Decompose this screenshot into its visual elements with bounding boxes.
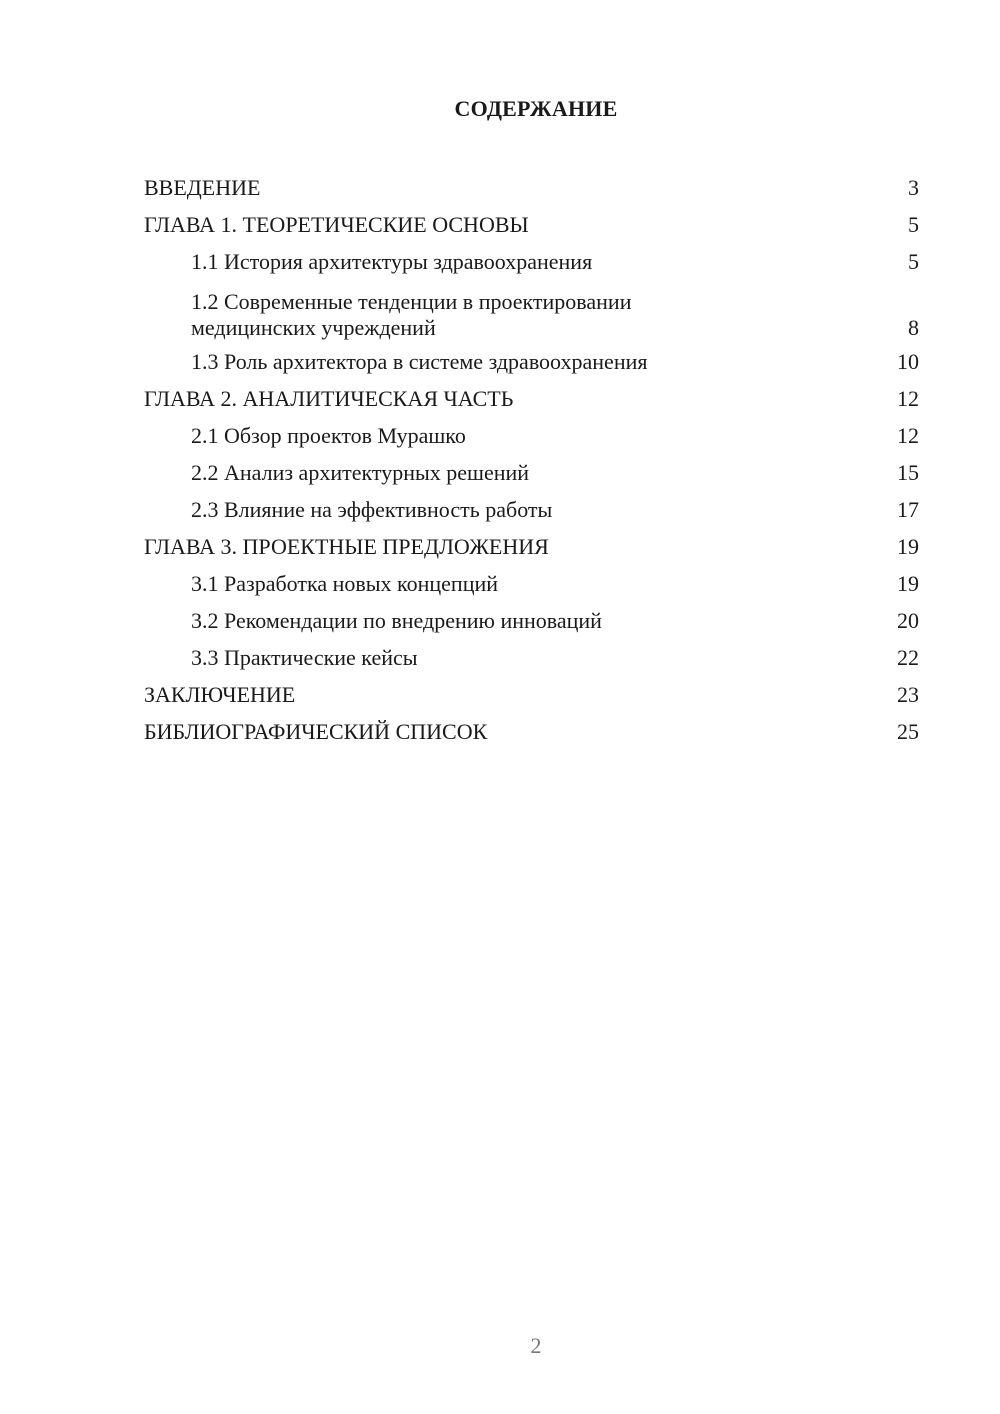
toc-entry-page: 5 — [908, 249, 919, 274]
toc-entry-page: 3 — [908, 175, 919, 200]
toc-entry-label: 1.1 История архитектуры здравоохранения — [191, 249, 593, 274]
toc-entry-chapter-1[interactable] — [144, 206, 919, 243]
toc-entry-page: 20 — [897, 608, 919, 633]
toc-entry-page: 19 — [897, 534, 919, 559]
toc-entry-introduction[interactable] — [144, 169, 919, 206]
toc-entry-label: ГЛАВА 3. ПРОЕКТНЫЕ ПРЕДЛОЖЕНИЯ — [144, 534, 549, 559]
toc-entry-label: 3.3 Практические кейсы — [191, 645, 418, 670]
toc-entry-label: ГЛАВА 1. ТЕОРЕТИЧЕСКИЕ ОСНОВЫ — [144, 212, 529, 237]
toc-entry-label: ЗАКЛЮЧЕНИЕ — [144, 682, 296, 707]
toc-entry-label: 1.2 Современные тенденции в проектировании медицинских учреждений — [191, 289, 632, 340]
toc-entry-section-2-3[interactable] — [144, 491, 919, 528]
toc-entry-page: 19 — [897, 571, 919, 596]
toc-entry-section-2-1[interactable] — [144, 417, 919, 454]
toc-entry-page: 15 — [897, 460, 919, 485]
toc-entry-label: БИБЛИОГРАФИЧЕСКИЙ СПИСОК — [144, 719, 488, 744]
toc-entry-label: ВВЕДЕНИЕ — [144, 175, 261, 200]
toc-entry-page: 12 — [897, 423, 919, 448]
toc-entry-section-1-1[interactable] — [144, 243, 919, 280]
toc-entry-section-3-1[interactable] — [144, 565, 919, 602]
toc-entry-page: 17 — [897, 497, 919, 522]
toc-entry-conclusion[interactable] — [144, 676, 919, 713]
toc-entry-label: 2.2 Анализ архитектурных решений — [191, 460, 530, 485]
toc-entry-page: 22 — [897, 645, 919, 670]
toc-entry-chapter-3[interactable] — [144, 528, 919, 565]
toc-entry-bibliography[interactable] — [144, 713, 919, 750]
toc-entry-page: 12 — [897, 386, 919, 411]
toc-entry-label: 3.2 Рекомендации по внедрению инноваций — [191, 608, 602, 633]
toc-entry-page: 5 — [908, 212, 919, 237]
toc-entry-page: 25 — [897, 719, 919, 744]
toc-entry-page: 23 — [897, 682, 919, 707]
toc-entry-section-1-3[interactable] — [144, 343, 919, 380]
table-of-contents — [144, 169, 919, 750]
page-number: 2 — [530, 1333, 542, 1358]
toc-entry-section-1-2[interactable] — [144, 280, 919, 343]
toc-entry-chapter-2[interactable] — [144, 380, 919, 417]
toc-entry-section-3-3[interactable] — [144, 639, 919, 676]
toc-entry-page: 10 — [897, 349, 919, 374]
page-title: СОДЕРЖАНИЕ — [454, 96, 618, 121]
toc-entry-label: 2.1 Обзор проектов Мурашко — [191, 423, 466, 448]
toc-entry-label: 3.1 Разработка новых концепций — [191, 571, 499, 596]
toc-entry-label: 2.3 Влияние на эффективность работы — [191, 497, 553, 522]
toc-entry-page: 8 — [908, 315, 919, 340]
toc-entry-section-2-2[interactable] — [144, 454, 919, 491]
toc-entry-label: 1.3 Роль архитектора в системе здравоохранения — [191, 349, 648, 374]
toc-entry-section-3-2[interactable] — [144, 602, 919, 639]
toc-entry-label: ГЛАВА 2. АНАЛИТИЧЕСКАЯ ЧАСТЬ — [144, 386, 514, 411]
